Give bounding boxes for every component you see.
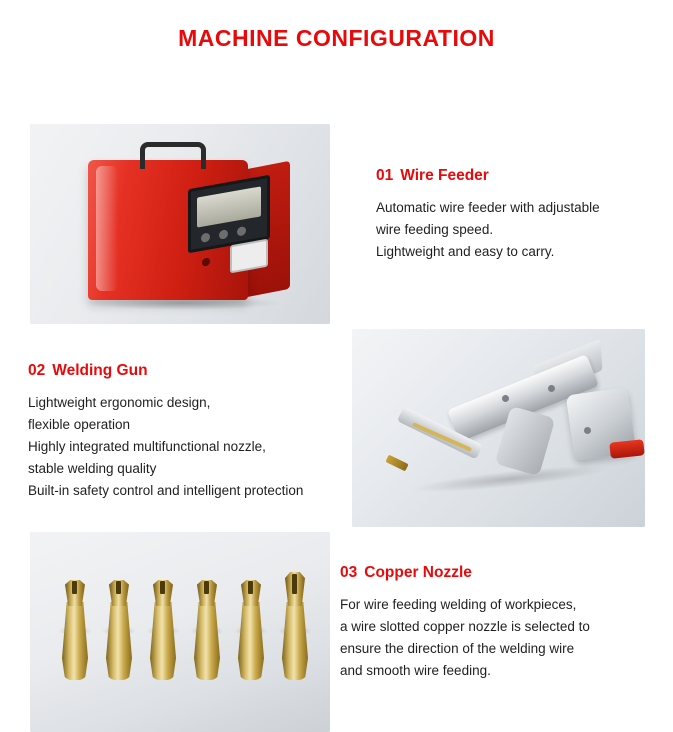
nozzle-slot <box>116 581 121 594</box>
item-heading <box>376 167 646 185</box>
nozzle-slot <box>160 581 165 594</box>
nozzle-slot <box>204 581 209 594</box>
item-title: Welding Gun <box>52 362 148 379</box>
body-line: and smooth wire feeding. <box>340 663 491 678</box>
body-line: flexible operation <box>28 417 131 432</box>
item-heading <box>28 362 338 380</box>
body-line: ensure the direction of the welding wire <box>340 641 575 656</box>
body-line: Highly integrated multifunctional nozzle, <box>28 439 266 454</box>
nozzle-slot <box>248 581 253 594</box>
body-line: Lightweight and easy to carry. <box>376 244 555 259</box>
wire-feeder-text <box>376 167 646 263</box>
item-number: 03 <box>340 564 358 581</box>
item-number: 01 <box>376 167 394 184</box>
knob-icon <box>219 229 228 240</box>
nozzle-slot <box>292 574 297 594</box>
item-heading <box>340 564 640 582</box>
nozzle-slot <box>72 581 77 594</box>
nozzle-body <box>150 602 176 680</box>
nozzle-body <box>194 602 220 680</box>
knob-icon <box>237 226 246 237</box>
wire-feeder-image <box>30 124 330 324</box>
welding-gun-image <box>352 329 645 527</box>
body-line: stable welding quality <box>28 461 157 476</box>
nozzle-body <box>238 602 264 680</box>
nozzle-body <box>62 602 88 680</box>
item-body <box>340 594 640 682</box>
item-body <box>28 392 338 502</box>
body-line: Built-in safety control and intelligent protection <box>28 483 304 498</box>
body-line: For wire feeding welding of workpieces, <box>340 597 577 612</box>
body-line: a wire slotted copper nozzle is selected to <box>340 619 590 634</box>
page-title: MACHINE CONFIGURATION <box>178 25 495 51</box>
bolt-icon <box>502 395 509 402</box>
bolt-icon <box>548 385 555 392</box>
carry-handle <box>140 142 206 169</box>
nozzle-body <box>106 602 132 680</box>
body-line: wire feeding speed. <box>376 222 494 237</box>
item-number: 02 <box>28 362 46 379</box>
copper-nozzle-image <box>30 532 330 732</box>
item-title: Wire Feeder <box>400 167 489 184</box>
nozzle-body <box>282 602 308 680</box>
body-line: Automatic wire feeder with adjustable <box>376 200 600 215</box>
display-screen <box>197 186 261 227</box>
copper-nozzle-text <box>340 564 640 682</box>
bolt-icon <box>584 427 591 434</box>
welding-gun-text <box>28 362 338 502</box>
item-title: Copper Nozzle <box>364 564 472 581</box>
item-body <box>376 197 646 263</box>
body-line: Lightweight ergonomic design, <box>28 395 211 410</box>
knob-icon <box>201 232 210 243</box>
